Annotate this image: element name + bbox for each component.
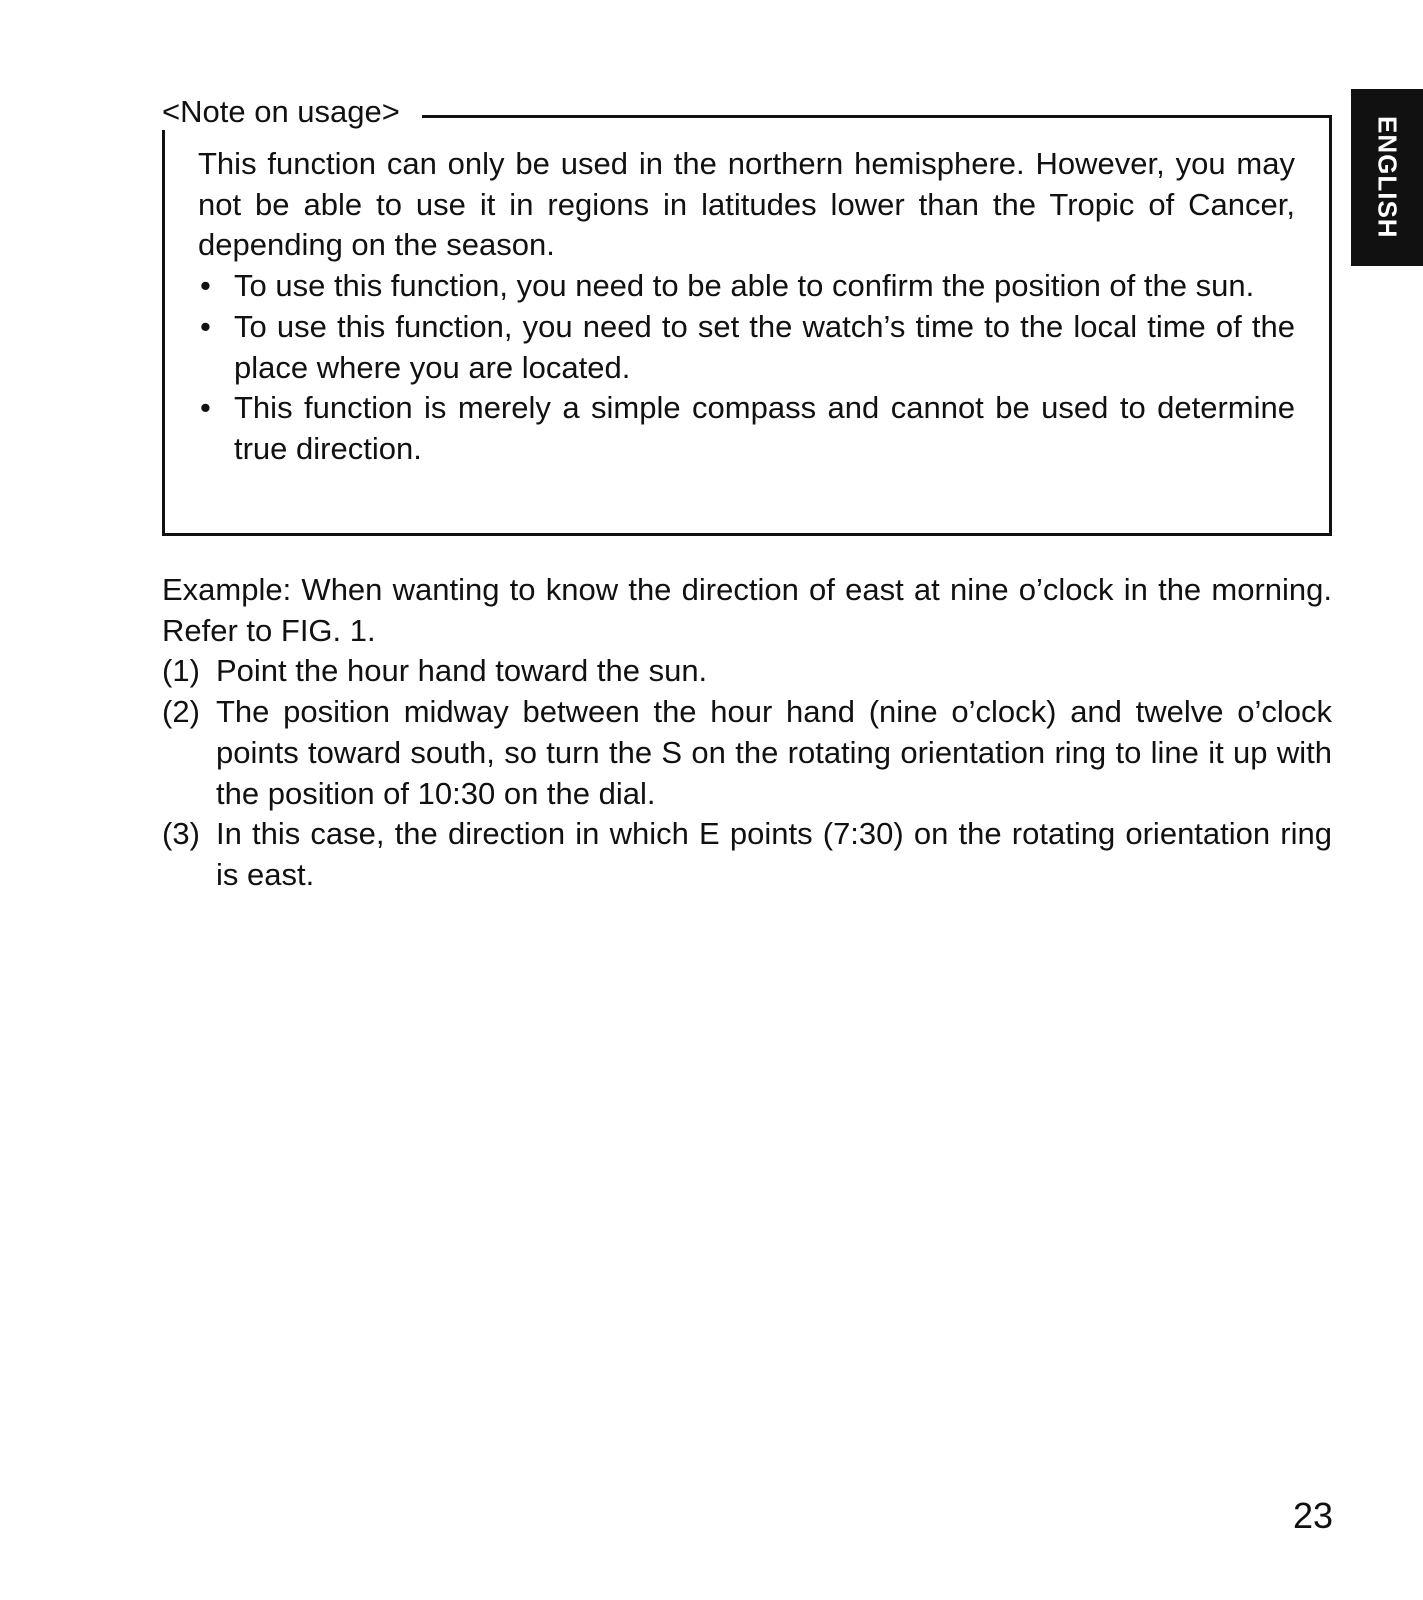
note-bullet-item bbox=[198, 388, 1295, 469]
note-bullet-item bbox=[198, 266, 1295, 307]
example-intro: Example: When wanting to know the direction of east at nine o’clock in the morning. Refer to FIG. 1. bbox=[162, 572, 1332, 648]
note-bullet-text: To use this function, you need to be able to confirm the position of the sun. bbox=[234, 268, 1255, 304]
language-tab-label: ENGLISH bbox=[1372, 116, 1403, 239]
note-bullet-text: To use this function, you need to set the watch’s time to the local time of the place where you are located. bbox=[234, 308, 1295, 385]
bullet-icon: • bbox=[200, 268, 211, 304]
note-intro: This function can only be used in the northern hemisphere. However, you may not be able to use it in regions in latitudes lower than the Tropic of Cancer, depending on the season. bbox=[198, 146, 1295, 263]
step-number: (3) bbox=[162, 816, 200, 852]
step-text: In this case, the direction in which E points (7:30) on the rotating orientation ring is east. bbox=[216, 816, 1332, 892]
step-text: The position midway between the hour hand (nine o’clock) and twelve o’clock points toward south, so turn the S on the rotating orientation ring to line it up with the position of 10:30 on the dial. bbox=[216, 694, 1332, 811]
example-section bbox=[162, 570, 1332, 896]
page-number: 23 bbox=[1292, 1495, 1333, 1536]
step-item bbox=[162, 692, 1332, 814]
note-bullet-text: This function is merely a simple compass and cannot be used to determine true direction. bbox=[234, 390, 1295, 466]
step-text: Point the hour hand toward the sun. bbox=[216, 653, 708, 689]
note-title: <Note on usage> bbox=[162, 94, 422, 130]
bullet-icon: • bbox=[200, 308, 211, 344]
language-tab bbox=[1351, 89, 1423, 266]
note-bullet-item bbox=[198, 307, 1295, 388]
step-item bbox=[162, 651, 1332, 692]
note-content bbox=[198, 144, 1295, 470]
step-item bbox=[162, 814, 1332, 895]
step-list bbox=[162, 651, 1332, 895]
step-number: (2) bbox=[162, 694, 200, 730]
bullet-icon: • bbox=[200, 390, 211, 426]
note-bullet-list bbox=[198, 266, 1295, 470]
step-number: (1) bbox=[162, 653, 200, 689]
